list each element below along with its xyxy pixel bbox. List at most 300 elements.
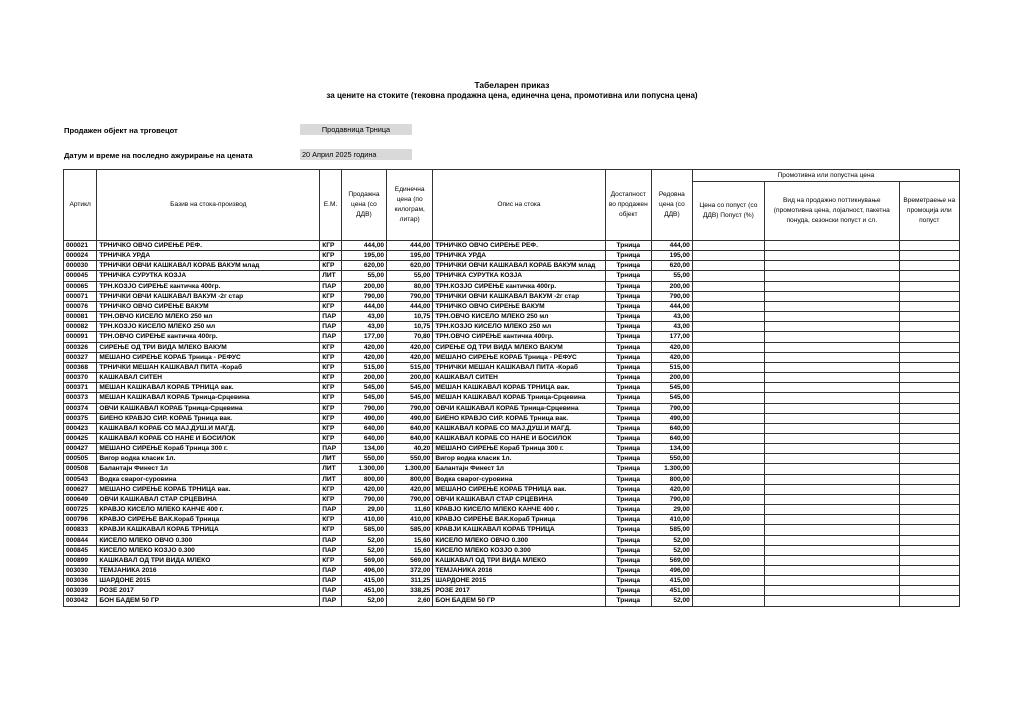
- cell-price: 790,00: [341, 494, 386, 504]
- cell-unit: КГР: [320, 373, 342, 383]
- cell-promo-duration: [899, 291, 959, 301]
- cell-product-name: ТРН.КОЗЈО КИСЕЛО МЛЕКО 250 мл: [97, 322, 320, 332]
- cell-discount-price: [692, 535, 764, 545]
- cell-availability: Трница: [605, 241, 651, 251]
- cell-product-name: КРАВЈО СИРЕЊЕ ВАК.Кораб Трница: [97, 515, 320, 525]
- cell-promo-type: [764, 464, 899, 474]
- cell-promo-type: [764, 251, 899, 261]
- cell-promo-duration: [899, 271, 959, 281]
- cell-promo-type: [764, 444, 899, 454]
- cell-price: 29,00: [341, 505, 386, 515]
- cell-unit-price: 490,00: [387, 413, 433, 423]
- cell-description: ОВЧИ КАШКАВАЛ КОРАБ Трница-Срцевина: [433, 403, 605, 413]
- cell-unit: КГР: [320, 413, 342, 423]
- table-row: [64, 362, 960, 372]
- cell-discount-price: [692, 261, 764, 271]
- table-row: [64, 403, 960, 413]
- table-row: [64, 484, 960, 494]
- cell-unit: КГР: [320, 555, 342, 565]
- cell-article-code: 000326: [64, 342, 97, 352]
- cell-promo-type: [764, 566, 899, 576]
- table-row: [64, 393, 960, 403]
- cell-promo-duration: [899, 301, 959, 311]
- cell-unit: ПАР: [320, 576, 342, 586]
- cell-unit-price: 420,00: [387, 484, 433, 494]
- cell-availability: Трница: [605, 271, 651, 281]
- cell-promo-duration: [899, 383, 959, 393]
- cell-promo-type: [764, 535, 899, 545]
- cell-product-name: ТРН.ОВЧО КИСЕЛО МЛЕКО 250 мл: [97, 312, 320, 322]
- table-row: [64, 525, 960, 535]
- document-subtitle: за цените на стоките (тековна продажна цена, единечна цена, промотивна или попусна цена): [326, 91, 698, 100]
- cell-article-code: 000427: [64, 444, 97, 454]
- cell-unit: КГР: [320, 291, 342, 301]
- cell-availability: Трница: [605, 393, 651, 403]
- cell-unit-price: 10,75: [387, 322, 433, 332]
- cell-discount-price: [692, 393, 764, 403]
- cell-discount-price: [692, 515, 764, 525]
- cell-regular-price: 200,00: [651, 373, 692, 383]
- cell-promo-duration: [899, 494, 959, 504]
- cell-regular-price: 451,00: [651, 586, 692, 596]
- cell-promo-type: [764, 362, 899, 372]
- cell-promo-duration: [899, 261, 959, 271]
- cell-promo-type: [764, 596, 899, 606]
- cell-promo-type: [764, 332, 899, 342]
- last-update-label: Датум и време на последно ажурирање на цената: [64, 151, 253, 160]
- cell-product-name: МЕШАНО СИРЕЊЕ Кораб Трница 300 г.: [97, 444, 320, 454]
- cell-price: 444,00: [341, 301, 386, 311]
- cell-regular-price: 52,00: [651, 545, 692, 555]
- cell-unit-price: 640,00: [387, 433, 433, 443]
- cell-discount-price: [692, 312, 764, 322]
- cell-unit-price: 790,00: [387, 291, 433, 301]
- cell-availability: Трница: [605, 251, 651, 261]
- cell-promo-type: [764, 403, 899, 413]
- cell-promo-duration: [899, 342, 959, 352]
- col-header-unit-price: Единечна цена (по килограм, литар): [387, 170, 433, 241]
- cell-availability: Трница: [605, 423, 651, 433]
- cell-product-name: СИРЕЊЕ ОД ТРИ ВИДА МЛЕКО ВАКУМ: [97, 342, 320, 352]
- cell-availability: Трница: [605, 454, 651, 464]
- table-row: [64, 566, 960, 576]
- table-row: [64, 474, 960, 484]
- cell-product-name: РОЗЕ 2017: [97, 586, 320, 596]
- cell-availability: Трница: [605, 342, 651, 352]
- cell-regular-price: 1.300,00: [651, 464, 692, 474]
- cell-unit: КГР: [320, 433, 342, 443]
- cell-discount-price: [692, 505, 764, 515]
- cell-promo-type: [764, 494, 899, 504]
- cell-description: КРАВЈИ КАШКАВАЛ КОРАБ ТРНИЦА: [433, 525, 605, 535]
- cell-product-name: ШАРДОНЕ 2015: [97, 576, 320, 586]
- cell-article-code: 000021: [64, 241, 97, 251]
- cell-discount-price: [692, 484, 764, 494]
- cell-article-code: 000368: [64, 362, 97, 372]
- table-row: [64, 423, 960, 433]
- table-row: [64, 301, 960, 311]
- cell-price: 640,00: [341, 433, 386, 443]
- cell-regular-price: 550,00: [651, 454, 692, 464]
- document-title: Табеларен приказ: [474, 80, 550, 90]
- col-header-article: Артикл: [64, 170, 97, 241]
- cell-product-name: БОН БАДЕМ 50 ГР: [97, 596, 320, 606]
- cell-product-name: МЕШАНО СИРЕЊЕ КОРАБ Трница - РЕФУС: [97, 352, 320, 362]
- cell-regular-price: 420,00: [651, 352, 692, 362]
- cell-discount-price: [692, 342, 764, 352]
- cell-unit: ПАР: [320, 545, 342, 555]
- cell-unit: ПАР: [320, 312, 342, 322]
- cell-unit: КГР: [320, 301, 342, 311]
- cell-regular-price: 420,00: [651, 342, 692, 352]
- table-row: [64, 555, 960, 565]
- cell-price: 415,00: [341, 576, 386, 586]
- cell-availability: Трница: [605, 301, 651, 311]
- cell-description: ТРНИЧКА СУРУТКА КОЗЈА: [433, 271, 605, 281]
- cell-description: КРАВЈО СИРЕЊЕ ВАК.Кораб Трница: [433, 515, 605, 525]
- cell-price: 420,00: [341, 342, 386, 352]
- cell-description: МЕШАНО СИРЕЊЕ КОРАБ Трница - РЕФУС: [433, 352, 605, 362]
- cell-price: 790,00: [341, 403, 386, 413]
- cell-promo-duration: [899, 454, 959, 464]
- cell-discount-price: [692, 566, 764, 576]
- cell-promo-type: [764, 515, 899, 525]
- table-row: [64, 383, 960, 393]
- table-row: [64, 322, 960, 332]
- cell-regular-price: 496,00: [651, 566, 692, 576]
- cell-description: ШАРДОНЕ 2015: [433, 576, 605, 586]
- cell-regular-price: 585,00: [651, 525, 692, 535]
- table-row: [64, 251, 960, 261]
- cell-availability: Трница: [605, 505, 651, 515]
- cell-product-name: Вигор водка класик 1л.: [97, 454, 320, 464]
- cell-description: БОН БАДЕМ 50 ГР: [433, 596, 605, 606]
- sales-object-label: Продажен објект на трговецот: [64, 126, 178, 135]
- cell-promo-type: [764, 505, 899, 515]
- cell-product-name: КАШКАВАЛ СИТЕН: [97, 373, 320, 383]
- cell-article-code: 000030: [64, 261, 97, 271]
- cell-regular-price: 620,00: [651, 261, 692, 271]
- cell-regular-price: 444,00: [651, 301, 692, 311]
- cell-availability: Трница: [605, 403, 651, 413]
- cell-product-name: ТРНИЧКА СУРУТКА КОЗЈА: [97, 271, 320, 281]
- cell-regular-price: 444,00: [651, 241, 692, 251]
- cell-regular-price: 177,00: [651, 332, 692, 342]
- cell-price: 790,00: [341, 291, 386, 301]
- cell-product-name: ТРН.КОЗЈО СИРЕЊЕ кантичка 400гр.: [97, 281, 320, 291]
- cell-product-name: ОВЧИ КАШКАВАЛ КОРАБ Трница-Срцевина: [97, 403, 320, 413]
- cell-promo-duration: [899, 464, 959, 474]
- cell-unit: КГР: [320, 423, 342, 433]
- cell-article-code: 000374: [64, 403, 97, 413]
- cell-regular-price: 134,00: [651, 444, 692, 454]
- cell-promo-type: [764, 352, 899, 362]
- cell-regular-price: 52,00: [651, 596, 692, 606]
- col-header-promo-type: Вид на продажно поттикнување (промотивна цена, лојалност, пакетна понуда, сезонски попуст и сл.: [764, 182, 899, 241]
- cell-product-name: ТРНИЧКИ ОВЧИ КАШКАВАЛ КОРАБ ВАКУМ млад: [97, 261, 320, 271]
- cell-promo-duration: [899, 373, 959, 383]
- cell-article-code: 000833: [64, 525, 97, 535]
- cell-description: КИСЕЛО МЛЕКО ОВЧО 0.300: [433, 535, 605, 545]
- cell-description: ТРНИЧКИ ОВЧИ КАШКАВАЛ КОРАБ ВАКУМ млад: [433, 261, 605, 271]
- cell-availability: Трница: [605, 362, 651, 372]
- cell-availability: Трница: [605, 474, 651, 484]
- cell-article-code: 000508: [64, 464, 97, 474]
- cell-unit: КГР: [320, 383, 342, 393]
- cell-promo-duration: [899, 576, 959, 586]
- cell-price: 43,00: [341, 312, 386, 322]
- cell-product-name: ОВЧИ КАШКАВАЛ СТАР СРЦЕВИНА: [97, 494, 320, 504]
- price-table-body: [64, 241, 960, 607]
- cell-discount-price: [692, 525, 764, 535]
- cell-promo-duration: [899, 423, 959, 433]
- col-header-promo-duration: Времетраење на промоција или попуст: [899, 182, 959, 241]
- cell-product-name: КИСЕЛО МЛЕКО КОЗЈО 0.300: [97, 545, 320, 555]
- cell-discount-price: [692, 271, 764, 281]
- cell-article-code: 000091: [64, 332, 97, 342]
- cell-availability: Трница: [605, 352, 651, 362]
- cell-unit-price: 372,00: [387, 566, 433, 576]
- cell-description: КАШКАВАЛ КОРАБ СО МАЈ.ДУШ.И МАГД.: [433, 423, 605, 433]
- cell-availability: Трница: [605, 586, 651, 596]
- cell-description: ТРНИЧКИ ОВЧИ КАШКАВАЛ ВАКУМ -2г стар: [433, 291, 605, 301]
- table-row: [64, 332, 960, 342]
- cell-product-name: МЕШАНО СИРЕЊЕ КОРАБ ТРНИЦА вак.: [97, 484, 320, 494]
- cell-promo-type: [764, 271, 899, 281]
- cell-description: РОЗЕ 2017: [433, 586, 605, 596]
- cell-unit: ПАР: [320, 281, 342, 291]
- cell-promo-type: [764, 322, 899, 332]
- cell-price: 585,00: [341, 525, 386, 535]
- cell-price: 1.300,00: [341, 464, 386, 474]
- col-header-description: Опис на стока: [433, 170, 605, 241]
- cell-description: МЕШАН КАШКАВАЛ КОРАБ ТРНИЦА вак.: [433, 383, 605, 393]
- cell-description: МЕШАНО СИРЕЊЕ КОРАБ ТРНИЦА вак.: [433, 484, 605, 494]
- cell-availability: Трница: [605, 261, 651, 271]
- cell-unit-price: 420,00: [387, 342, 433, 352]
- cell-price: 545,00: [341, 393, 386, 403]
- cell-unit-price: 2,60: [387, 596, 433, 606]
- cell-price: 420,00: [341, 352, 386, 362]
- cell-unit: ПАР: [320, 444, 342, 454]
- cell-promo-duration: [899, 484, 959, 494]
- cell-unit: ПАР: [320, 586, 342, 596]
- cell-discount-price: [692, 464, 764, 474]
- cell-promo-duration: [899, 312, 959, 322]
- cell-unit-price: 15,60: [387, 545, 433, 555]
- cell-unit-price: 195,00: [387, 251, 433, 261]
- table-row: [64, 576, 960, 586]
- cell-regular-price: 55,00: [651, 271, 692, 281]
- cell-description: КАШКАВАЛ КОРАБ СО НАНЕ И БОСИЛОК: [433, 433, 605, 443]
- cell-regular-price: 545,00: [651, 393, 692, 403]
- table-row: [64, 352, 960, 362]
- cell-unit-price: 11,60: [387, 505, 433, 515]
- cell-article-code: 000425: [64, 433, 97, 443]
- cell-unit: ЛИТ: [320, 454, 342, 464]
- table-row: [64, 596, 960, 606]
- col-header-discount-price: Цена со попуст (со ДДВ) Попуст (%): [692, 182, 764, 241]
- cell-description: ТРНИЧКО ОВЧО СИРЕЊЕ ВАКУМ: [433, 301, 605, 311]
- cell-regular-price: 545,00: [651, 383, 692, 393]
- cell-price: 43,00: [341, 322, 386, 332]
- cell-availability: Трница: [605, 545, 651, 555]
- cell-article-code: 000071: [64, 291, 97, 301]
- cell-price: 800,00: [341, 474, 386, 484]
- cell-availability: Трница: [605, 525, 651, 535]
- cell-promo-type: [764, 312, 899, 322]
- cell-promo-type: [764, 241, 899, 251]
- cell-description: МЕШАНО СИРЕЊЕ Кораб Трница 300 г.: [433, 444, 605, 454]
- cell-discount-price: [692, 474, 764, 484]
- cell-promo-duration: [899, 413, 959, 423]
- cell-description: МЕШАН КАШКАВАЛ КОРАБ Трница-Срцевина: [433, 393, 605, 403]
- cell-unit-price: 640,00: [387, 423, 433, 433]
- cell-unit: ЛИТ: [320, 474, 342, 484]
- cell-availability: Трница: [605, 464, 651, 474]
- cell-regular-price: 640,00: [651, 433, 692, 443]
- cell-unit-price: 790,00: [387, 403, 433, 413]
- cell-regular-price: 420,00: [651, 484, 692, 494]
- cell-discount-price: [692, 241, 764, 251]
- cell-price: 640,00: [341, 423, 386, 433]
- cell-regular-price: 790,00: [651, 291, 692, 301]
- cell-discount-price: [692, 352, 764, 362]
- cell-article-code: 000024: [64, 251, 97, 261]
- cell-discount-price: [692, 596, 764, 606]
- cell-unit-price: 444,00: [387, 241, 433, 251]
- cell-description: Балантајн Финест 1л: [433, 464, 605, 474]
- table-row: [64, 586, 960, 596]
- cell-discount-price: [692, 281, 764, 291]
- cell-unit-price: 790,00: [387, 494, 433, 504]
- cell-description: ТРНИЧКО ОВЧО СИРЕЊЕ РЕФ.: [433, 241, 605, 251]
- cell-price: 410,00: [341, 515, 386, 525]
- cell-discount-price: [692, 291, 764, 301]
- cell-price: 200,00: [341, 373, 386, 383]
- cell-unit: ЛИТ: [320, 271, 342, 281]
- cell-product-name: ТЕМЈАНИКА 2016: [97, 566, 320, 576]
- cell-promo-type: [764, 433, 899, 443]
- cell-article-code: 000899: [64, 555, 97, 565]
- cell-article-code: 000423: [64, 423, 97, 433]
- cell-article-code: 000725: [64, 505, 97, 515]
- cell-article-code: 000845: [64, 545, 97, 555]
- cell-availability: Трница: [605, 535, 651, 545]
- cell-promo-type: [764, 423, 899, 433]
- cell-unit-price: 338,25: [387, 586, 433, 596]
- table-row: [64, 261, 960, 271]
- cell-discount-price: [692, 576, 764, 586]
- col-header-availability: Достапност во продажен објект: [605, 170, 651, 241]
- cell-unit: ПАР: [320, 322, 342, 332]
- cell-regular-price: 415,00: [651, 576, 692, 586]
- cell-discount-price: [692, 454, 764, 464]
- cell-price: 52,00: [341, 535, 386, 545]
- cell-description: СИРЕЊЕ ОД ТРИ ВИДА МЛЕКО ВАКУМ: [433, 342, 605, 352]
- table-row: [64, 444, 960, 454]
- cell-discount-price: [692, 383, 764, 393]
- cell-unit-price: 80,00: [387, 281, 433, 291]
- last-update-value: 20 Април 2025 година: [300, 149, 412, 160]
- cell-availability: Трница: [605, 566, 651, 576]
- cell-price: 550,00: [341, 454, 386, 464]
- cell-unit-price: 311,25: [387, 576, 433, 586]
- table-row: [64, 464, 960, 474]
- cell-article-code: 003039: [64, 586, 97, 596]
- cell-regular-price: 790,00: [651, 494, 692, 504]
- price-table: [63, 169, 960, 607]
- cell-article-code: 000796: [64, 515, 97, 525]
- cell-regular-price: 43,00: [651, 312, 692, 322]
- cell-unit: КГР: [320, 241, 342, 251]
- cell-unit-price: 620,00: [387, 261, 433, 271]
- cell-discount-price: [692, 423, 764, 433]
- cell-promo-type: [764, 373, 899, 383]
- cell-promo-duration: [899, 352, 959, 362]
- cell-regular-price: 640,00: [651, 423, 692, 433]
- cell-price: 52,00: [341, 545, 386, 555]
- cell-article-code: 000065: [64, 281, 97, 291]
- col-header-regular-price: Редовна цена (со ДДВ): [651, 170, 692, 241]
- cell-promo-duration: [899, 433, 959, 443]
- cell-product-name: ТРНИЧКО ОВЧО СИРЕЊЕ РЕФ.: [97, 241, 320, 251]
- cell-availability: Трница: [605, 576, 651, 586]
- cell-article-code: 000373: [64, 393, 97, 403]
- cell-article-code: 000076: [64, 301, 97, 311]
- cell-price: 52,00: [341, 596, 386, 606]
- cell-description: ОВЧИ КАШКАВАЛ СТАР СРЦЕВИНА: [433, 494, 605, 504]
- cell-promo-type: [764, 545, 899, 555]
- cell-price: 620,00: [341, 261, 386, 271]
- cell-product-name: ТРНИЧКИ ОВЧИ КАШКАВАЛ ВАКУМ -2г стар: [97, 291, 320, 301]
- cell-unit: КГР: [320, 362, 342, 372]
- cell-discount-price: [692, 373, 764, 383]
- cell-promo-duration: [899, 525, 959, 535]
- cell-promo-type: [764, 383, 899, 393]
- table-row: [64, 494, 960, 504]
- cell-price: 490,00: [341, 413, 386, 423]
- cell-price: 545,00: [341, 383, 386, 393]
- table-row: [64, 281, 960, 291]
- cell-unit: ПАР: [320, 566, 342, 576]
- cell-unit-price: 585,00: [387, 525, 433, 535]
- cell-price: 420,00: [341, 484, 386, 494]
- cell-article-code: 000543: [64, 474, 97, 484]
- cell-article-code: 000327: [64, 352, 97, 362]
- cell-regular-price: 515,00: [651, 362, 692, 372]
- cell-regular-price: 43,00: [651, 322, 692, 332]
- cell-promo-type: [764, 474, 899, 484]
- cell-unit-price: 569,00: [387, 555, 433, 565]
- cell-price: 515,00: [341, 362, 386, 372]
- cell-price: 200,00: [341, 281, 386, 291]
- cell-promo-duration: [899, 281, 959, 291]
- cell-promo-duration: [899, 555, 959, 565]
- cell-product-name: ТРНИЧКА УРДА: [97, 251, 320, 261]
- table-row: [64, 413, 960, 423]
- cell-promo-duration: [899, 332, 959, 342]
- cell-article-code: 000045: [64, 271, 97, 281]
- cell-description: Вигор водка класик 1л.: [433, 454, 605, 464]
- cell-availability: Трница: [605, 433, 651, 443]
- cell-promo-type: [764, 586, 899, 596]
- cell-unit-price: 545,00: [387, 383, 433, 393]
- cell-unit: КГР: [320, 393, 342, 403]
- cell-unit-price: 200,00: [387, 373, 433, 383]
- cell-description: КРАВЈО КИСЕЛО МЛЕКО КАНЧЕ 400 г.: [433, 505, 605, 515]
- cell-regular-price: 52,00: [651, 535, 692, 545]
